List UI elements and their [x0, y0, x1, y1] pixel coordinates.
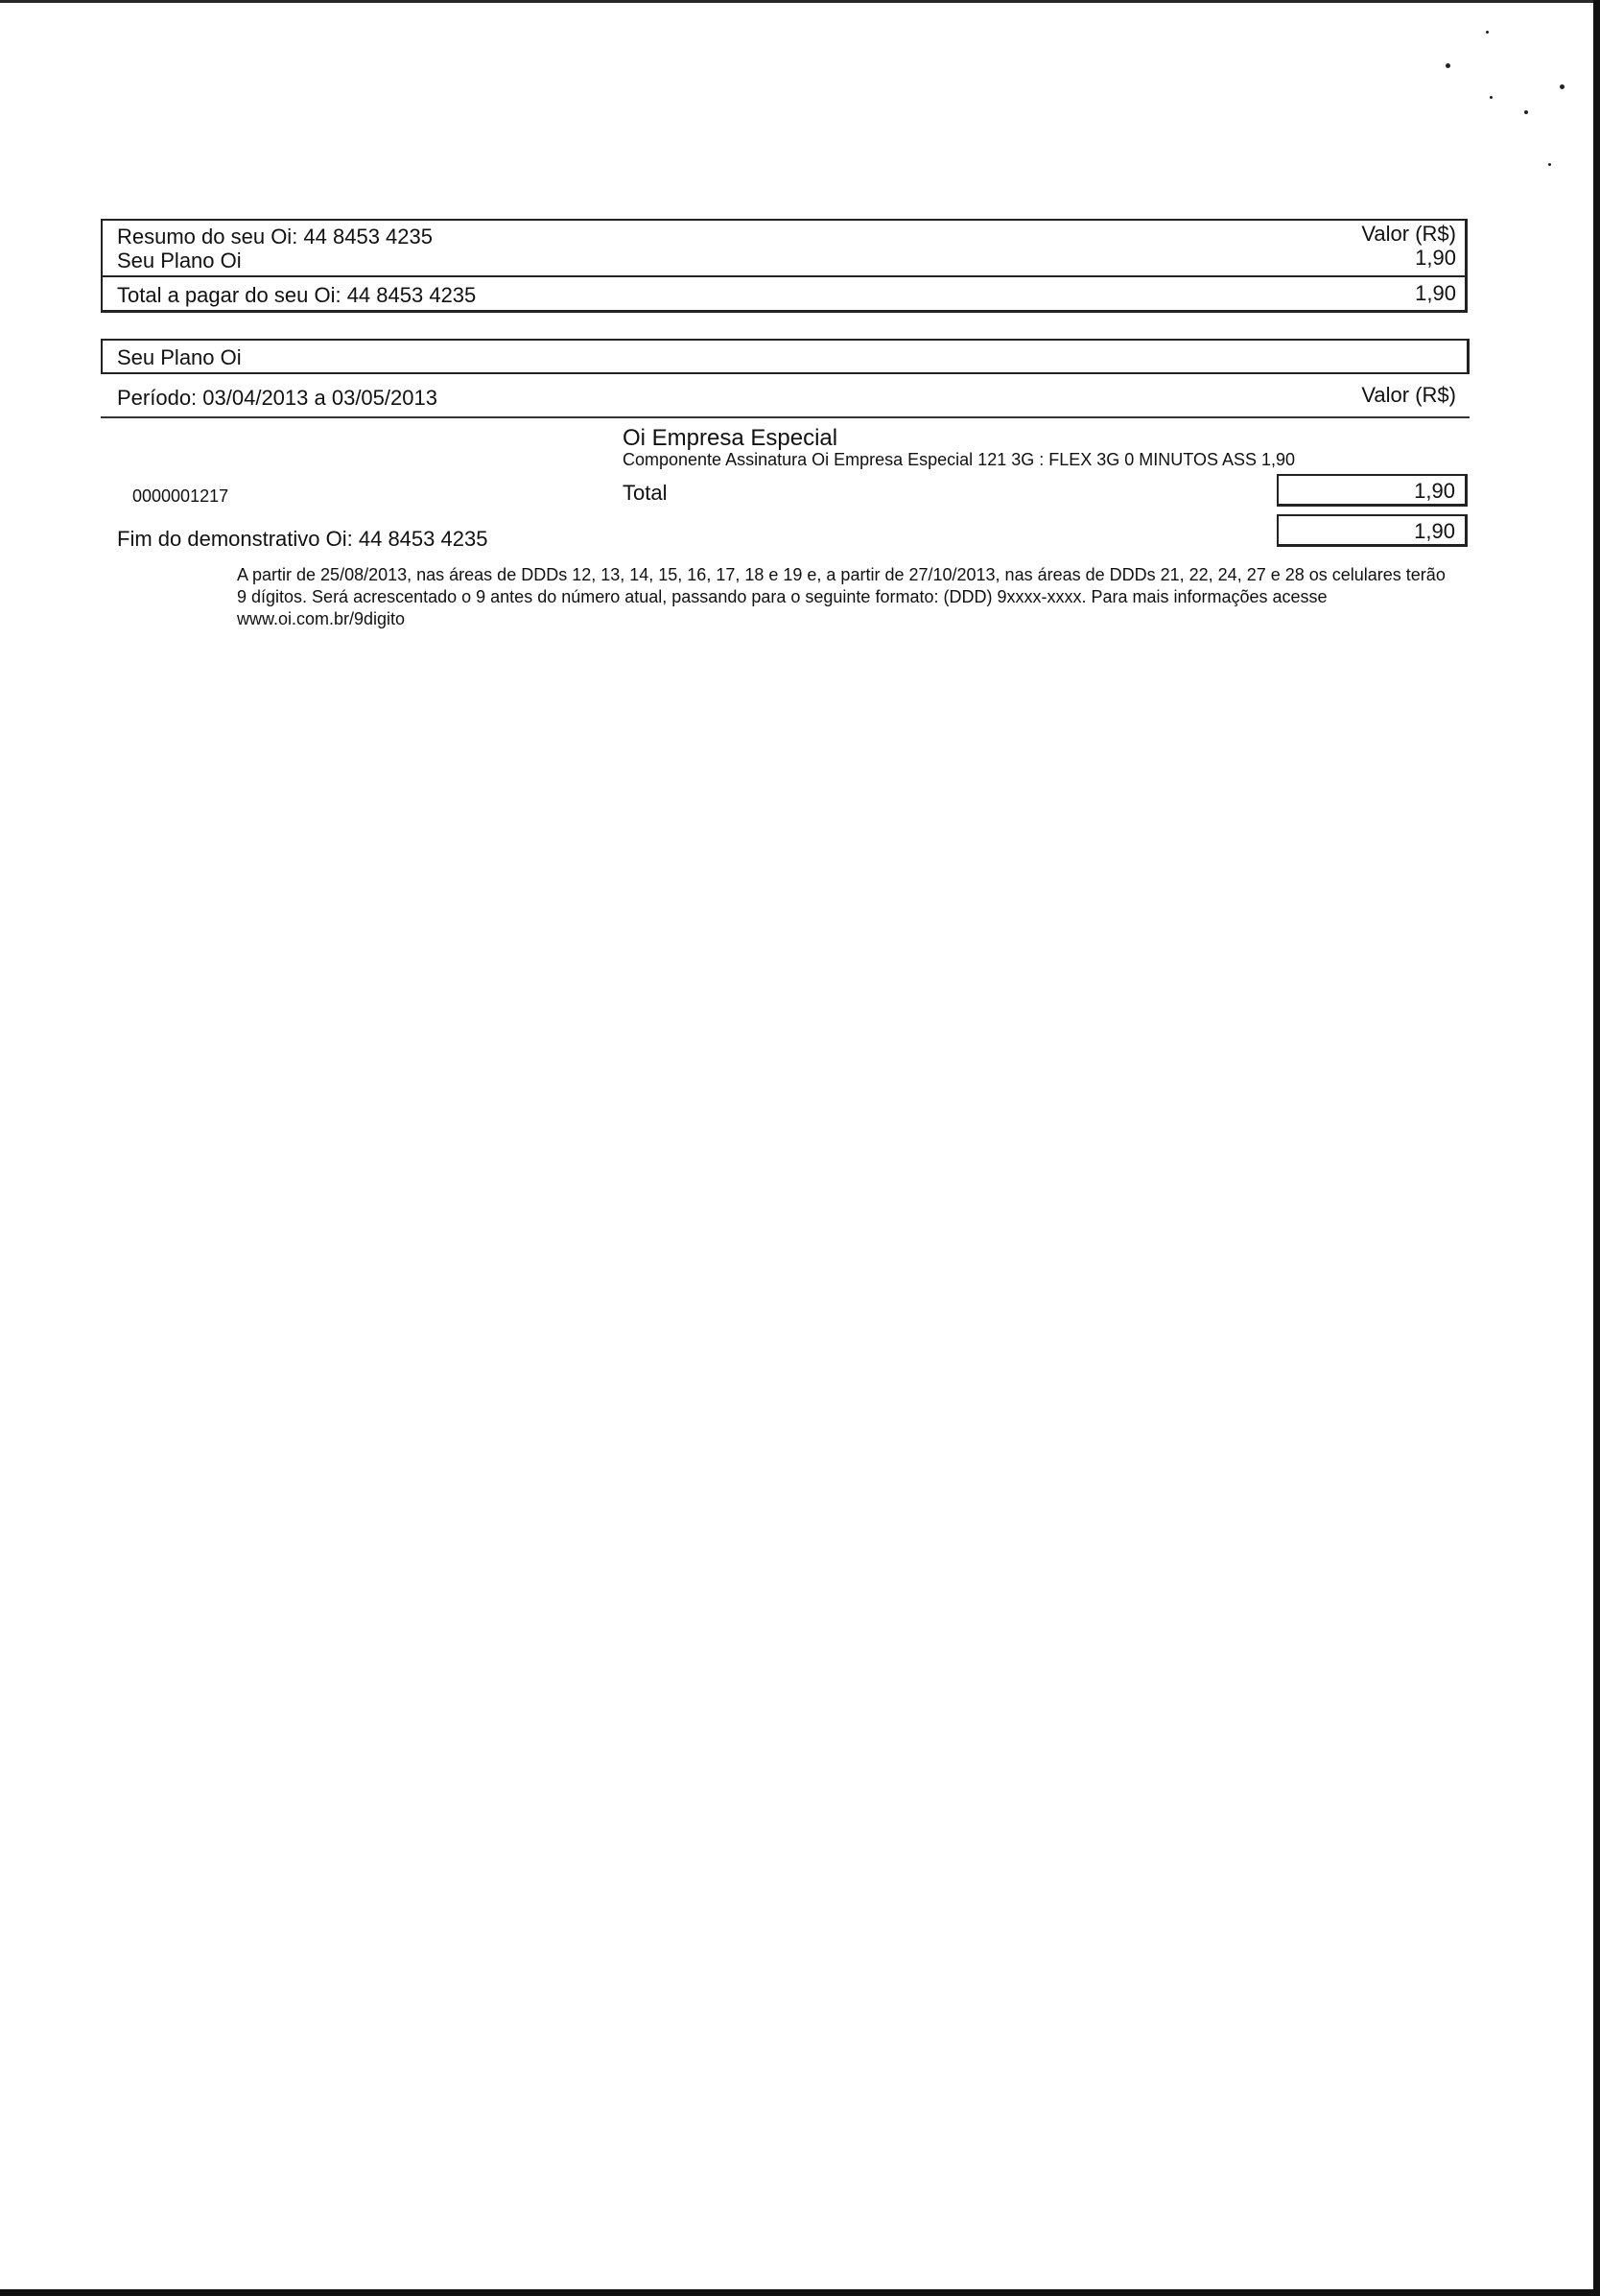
- summary-plan-label: Seu Plano Oi: [117, 249, 242, 272]
- period-label: Período: 03/04/2013 a 03/05/2013: [117, 386, 437, 410]
- scan-speck: [1486, 31, 1489, 34]
- scan-edge-top: [0, 0, 1600, 3]
- end-of-statement-label: Fim do demonstrativo Oi: 44 8453 4235: [117, 527, 488, 551]
- period-divider: [101, 416, 1470, 418]
- summary-value-header: Valor (R$): [1361, 222, 1456, 246]
- scan-speck: [1446, 63, 1450, 68]
- plan-total-label: Total: [623, 481, 668, 505]
- plan-total-box: [1277, 474, 1468, 507]
- nine-digit-notice: A partir de 25/08/2013, nas áreas de DDDs 12, 13, 14, 15, 16, 17, 18 e 19 e, a partir de 27/10/2013, nas áreas de DDDs 21, 22, 24, 27 e 28 os celulares terão 9 dígitos. Será acrescentado o 9 antes do número atual, passando para o seguinte formato: (DDD) 9xxxx-xxxx. Para mais informações acesse www.oi.com.br/9digito: [237, 565, 1446, 628]
- summary-plan-value: 1,90: [1415, 246, 1456, 270]
- plan-section-header: [101, 339, 1470, 374]
- scan-speck: [1560, 84, 1565, 89]
- plan-value-header: Valor (R$): [1361, 383, 1456, 407]
- product-name: Oi Empresa Especial: [623, 425, 838, 451]
- plan-total-value: 1,90: [1414, 479, 1455, 503]
- summary-divider: [103, 275, 1465, 277]
- scan-speck: [1490, 96, 1493, 99]
- summary-title: Resumo do seu Oi: 44 8453 4235: [117, 225, 434, 249]
- plan-section-title: Seu Plano Oi: [117, 345, 242, 369]
- end-total-box: [1277, 514, 1468, 547]
- summary-total-label: Total a pagar do seu Oi: 44 8453 4235: [117, 283, 477, 307]
- summary-total-value: 1,90: [1415, 281, 1456, 305]
- scan-edge-right: [1593, 0, 1600, 2296]
- scan-speck: [1524, 110, 1528, 114]
- component-line: Componente Assinatura Oi Empresa Especial 121 3G : FLEX 3G 0 MINUTOS ASS 1,90: [623, 450, 1296, 469]
- scan-edge-bottom: [0, 2289, 1600, 2296]
- end-total-value: 1,90: [1414, 519, 1455, 543]
- scan-speck: [1548, 163, 1551, 166]
- item-code: 0000001217: [132, 486, 229, 506]
